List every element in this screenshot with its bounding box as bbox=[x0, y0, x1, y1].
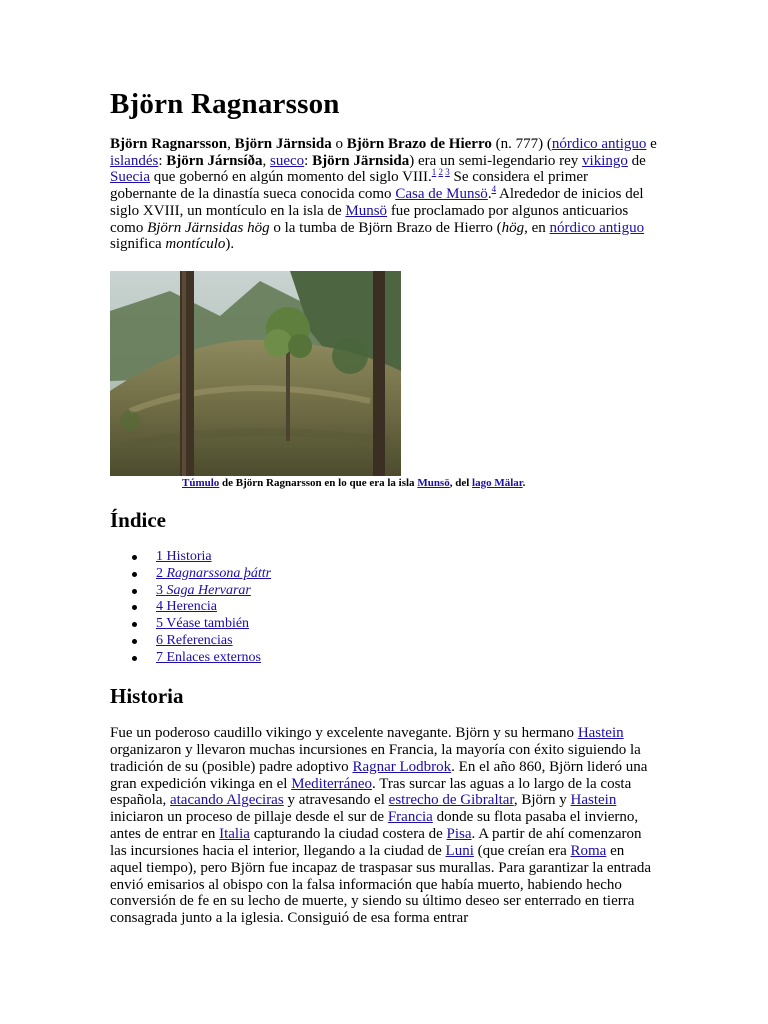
link-lago-malar[interactable]: lago Mälar bbox=[472, 477, 523, 489]
bullet-icon bbox=[132, 605, 137, 610]
bullet-icon bbox=[132, 656, 137, 661]
text: ). bbox=[225, 236, 235, 253]
toc-number: 3 bbox=[156, 582, 163, 598]
text: capturando la ciudad costera de bbox=[249, 826, 447, 843]
link-estrecho-de-gibraltar[interactable]: estrecho de Gibraltar bbox=[388, 792, 514, 809]
ref-link-1[interactable]: 1 bbox=[431, 167, 437, 178]
toc-label: Ragnarssona þáttr bbox=[166, 565, 272, 581]
toc-number: 7 bbox=[156, 649, 163, 665]
toc-item bbox=[110, 583, 271, 600]
link-mediterraneo[interactable]: Mediterráneo bbox=[291, 775, 372, 792]
toc-link[interactable] bbox=[156, 616, 249, 631]
ref-link-4[interactable]: 4 bbox=[491, 184, 497, 195]
toc-item bbox=[110, 650, 271, 667]
link-ragnar-lodbrok[interactable]: Ragnar Lodbrok bbox=[352, 758, 452, 775]
toc-heading: Índice bbox=[110, 508, 167, 532]
bold-name: Björn Brazo de Hierro bbox=[346, 136, 492, 152]
link-hastein-2[interactable]: Hastein bbox=[570, 792, 617, 809]
text: o la tumba de Björn Brazo de Hierro ( bbox=[269, 219, 502, 236]
link-munso[interactable]: Munsö bbox=[345, 202, 388, 219]
link-luni[interactable]: Luni bbox=[445, 842, 474, 859]
toc-link[interactable] bbox=[156, 583, 251, 598]
toc-number: 4 bbox=[156, 599, 163, 615]
link-casa-de-munso[interactable]: Casa de Munsö bbox=[395, 186, 488, 203]
text: donde su flota pasaba el invierno, antes de entrar en bbox=[110, 809, 639, 843]
text: Se considera el primer gobernante de la dinastía sueca conocida como bbox=[110, 169, 589, 203]
text: , Björn y bbox=[513, 792, 571, 809]
text: fue proclamado por algunos anticuarios como bbox=[110, 202, 629, 236]
toc-item bbox=[110, 566, 271, 583]
toc-link[interactable] bbox=[156, 549, 212, 564]
link-pisa[interactable]: Pisa bbox=[446, 826, 472, 843]
text: (que creían era bbox=[473, 842, 571, 859]
bold-name: Björn Ragnarsson bbox=[110, 136, 228, 152]
text: significa bbox=[110, 236, 166, 253]
link-tumulo[interactable]: Túmulo bbox=[182, 477, 220, 489]
intro-paragraph bbox=[110, 136, 658, 253]
italic-text: montículo bbox=[165, 236, 226, 253]
text: que gobernó en algún momento del siglo VIII. bbox=[149, 169, 432, 186]
toc-link[interactable] bbox=[156, 599, 217, 614]
text: o bbox=[331, 136, 347, 152]
toc-item bbox=[110, 599, 271, 616]
text: , en bbox=[524, 219, 550, 236]
page-title: Björn Ragnarsson bbox=[110, 88, 340, 120]
text: Alrededor de inicios del siglo XVIII, un montículo en la isla de bbox=[110, 186, 644, 219]
text: . bbox=[487, 186, 492, 203]
bullet-icon bbox=[132, 622, 137, 627]
toc-label: Saga Hervarar bbox=[166, 582, 251, 598]
text: iniciaron un proceso de pillaje desde el sur de bbox=[110, 809, 388, 826]
toc-link[interactable] bbox=[156, 650, 261, 665]
toc-number: 5 bbox=[156, 616, 163, 632]
toc-number: 2 bbox=[156, 565, 163, 581]
toc-label: Enlaces externos bbox=[166, 649, 261, 665]
italic-text: Björn Järnsidas hög bbox=[147, 219, 270, 236]
table-of-contents bbox=[110, 549, 271, 667]
toc-number: 1 bbox=[156, 549, 163, 564]
bold-name: Björn Járnsíða bbox=[166, 152, 263, 169]
ref-link-3[interactable]: 3 bbox=[445, 167, 450, 178]
link-atacando-algeciras[interactable]: atacando Algeciras bbox=[169, 792, 284, 809]
tumulus-photo-image bbox=[110, 271, 401, 476]
toc-item bbox=[110, 616, 271, 633]
toc-label: Véase también bbox=[166, 616, 250, 632]
historia-paragraph bbox=[110, 725, 660, 927]
text: y atravesando el bbox=[283, 792, 389, 809]
figure-caption bbox=[110, 476, 658, 490]
text: . En el año 860, Björn lideró una gran expedición vikinga en el bbox=[110, 758, 648, 792]
link-hastein[interactable]: Hastein bbox=[577, 725, 624, 741]
link-italia[interactable]: Italia bbox=[219, 826, 250, 843]
bullet-icon bbox=[132, 639, 137, 644]
link-munso-caption[interactable]: Munsö bbox=[417, 477, 450, 489]
link-vikingo[interactable]: vikingo bbox=[582, 152, 628, 169]
text: de bbox=[627, 152, 646, 169]
text: . A partir de ahí comenzaron las incursiones hacia el interior, llegando a la ciudad de bbox=[110, 826, 642, 859]
toc-item bbox=[110, 633, 271, 650]
text: ) era un semi-legendario rey bbox=[409, 152, 583, 169]
toc-label: Historia bbox=[166, 549, 212, 564]
text: . bbox=[522, 477, 526, 489]
text: . Tras surcar las aguas a lo largo de la costa española, bbox=[110, 775, 632, 809]
link-francia[interactable]: Francia bbox=[387, 809, 433, 826]
link-islandes[interactable]: islandés bbox=[110, 152, 159, 169]
text: , bbox=[227, 136, 235, 152]
text: e bbox=[646, 136, 657, 152]
text: , bbox=[262, 152, 271, 169]
link-nordico-antiguo-2[interactable]: nórdico antiguo bbox=[549, 219, 645, 236]
toc-number: 6 bbox=[156, 632, 163, 648]
tumulus-photo[interactable] bbox=[110, 271, 401, 476]
text: : bbox=[304, 152, 313, 169]
ref-link-2[interactable]: 2 bbox=[438, 167, 443, 178]
bold-name: Björn Järnsida bbox=[234, 136, 332, 152]
text: en aquel tiempo), pero Björn fue incapaz de traspasar sus murallas. Para garantizar la entrada envió emisarios al obispo con la falsa información que había muerto, habiendo hecho conversión de fe en su lecho de muerte, y siendo su último deseo ser enterrado en tierra consagrada junto a la iglesia. Consiguió de esa forma entrar bbox=[110, 842, 652, 927]
bullet-icon bbox=[132, 572, 137, 577]
text: Fue un poderoso caudillo vikingo y excelente navegante. Björn y su hermano bbox=[110, 725, 578, 741]
link-suecia[interactable]: Suecia bbox=[110, 169, 150, 186]
text: organizaron y llevaron muchas incursiones en Francia, la mayoría con éxito siguiendo la tradición de su (posible) padre adoptivo bbox=[110, 741, 641, 775]
toc-link[interactable] bbox=[156, 566, 271, 581]
bullet-icon bbox=[132, 555, 137, 560]
section-heading-historia: Historia bbox=[110, 684, 184, 708]
link-sueco[interactable]: sueco bbox=[270, 152, 305, 169]
toc-label: Referencias bbox=[166, 632, 233, 648]
text: de Björn Ragnarsson en lo que era la isla bbox=[219, 477, 418, 489]
italic-text: hög bbox=[501, 219, 525, 236]
link-roma[interactable]: Roma bbox=[570, 842, 607, 859]
bullet-icon bbox=[132, 589, 137, 594]
text: , del bbox=[449, 477, 473, 489]
toc-label: Herencia bbox=[166, 599, 218, 615]
text: : bbox=[158, 152, 167, 169]
toc-link[interactable] bbox=[156, 633, 233, 648]
bold-name: Björn Järnsida bbox=[312, 152, 410, 169]
toc-item bbox=[110, 549, 271, 566]
text: (n. 777) ( bbox=[491, 136, 552, 152]
link-nordico-antiguo[interactable]: nórdico antiguo bbox=[551, 136, 647, 152]
